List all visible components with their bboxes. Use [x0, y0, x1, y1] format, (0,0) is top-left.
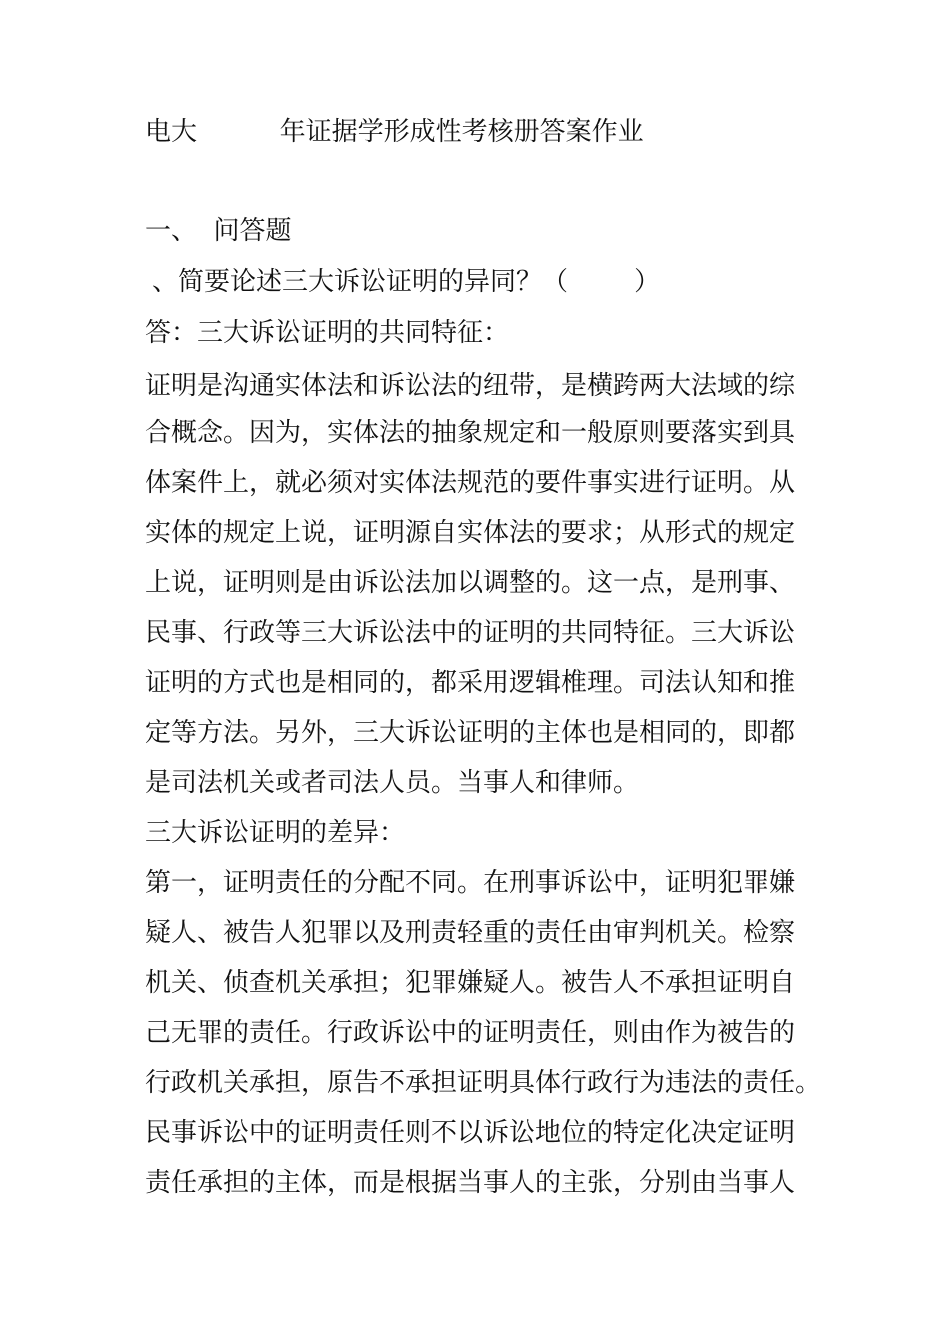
- answer-line: 证明的方式也是相同的，都采用逻辑椎理。司法认知和推: [145, 668, 796, 698]
- answer-line: 三大诉讼证明的差异：: [145, 818, 406, 848]
- answer-line: 定等方法。另外，三大诉讼证明的主体也是相同的，即都: [145, 718, 796, 748]
- document-title: 电大 年证据学形成性考核册答案作业: [145, 117, 644, 147]
- section-heading: 一、 问答题: [145, 216, 292, 246]
- answer-line: 机关、侦查机关承担；犯罪嫌疑人。被告人不承担证明自: [145, 968, 796, 998]
- answer-line: 行政机关承担，原告不承担证明具体行政行为违法的责任。: [145, 1068, 822, 1098]
- answer-line: 责任承担的主体，而是根据当事人的主张，分别由当事人: [145, 1168, 796, 1198]
- answer-line: 是司法机关或者司法人员。当事人和律师。: [145, 768, 640, 798]
- answer-line: 第一，证明责任的分配不同。在刑事诉讼中，证明犯罪嫌: [145, 868, 796, 898]
- answer-line: 答：三大诉讼证明的共同特征：: [145, 318, 510, 348]
- question-text: 、简要论述三大诉讼证明的异同？（ ）: [152, 267, 661, 297]
- answer-line: 民事、行政等三大诉讼法中的证明的共同特征。三大诉讼: [145, 618, 796, 648]
- answer-line: 合概念。因为，实体法的抽象规定和一般原则要落实到具: [145, 418, 796, 448]
- answer-line: 实体的规定上说，证明源自实体法的要求；从形式的规定: [145, 518, 796, 548]
- answer-line: 上说，证明则是由诉讼法加以调整的。这一点，是刑事、: [145, 568, 796, 598]
- answer-line: 疑人、被告人犯罪以及刑责轻重的责任由审判机关。检察: [145, 918, 796, 948]
- answer-line: 民事诉讼中的证明责任则不以诉讼地位的特定化决定证明: [145, 1118, 796, 1148]
- answer-line: 己无罪的责任。行政诉讼中的证明责任，则由作为被告的: [145, 1018, 796, 1048]
- answer-line: 体案件上，就必须对实体法规范的要件事实进行证明。从: [145, 468, 796, 498]
- answer-line: 证明是沟通实体法和诉讼法的纽带，是横跨两大法域的综: [145, 371, 796, 401]
